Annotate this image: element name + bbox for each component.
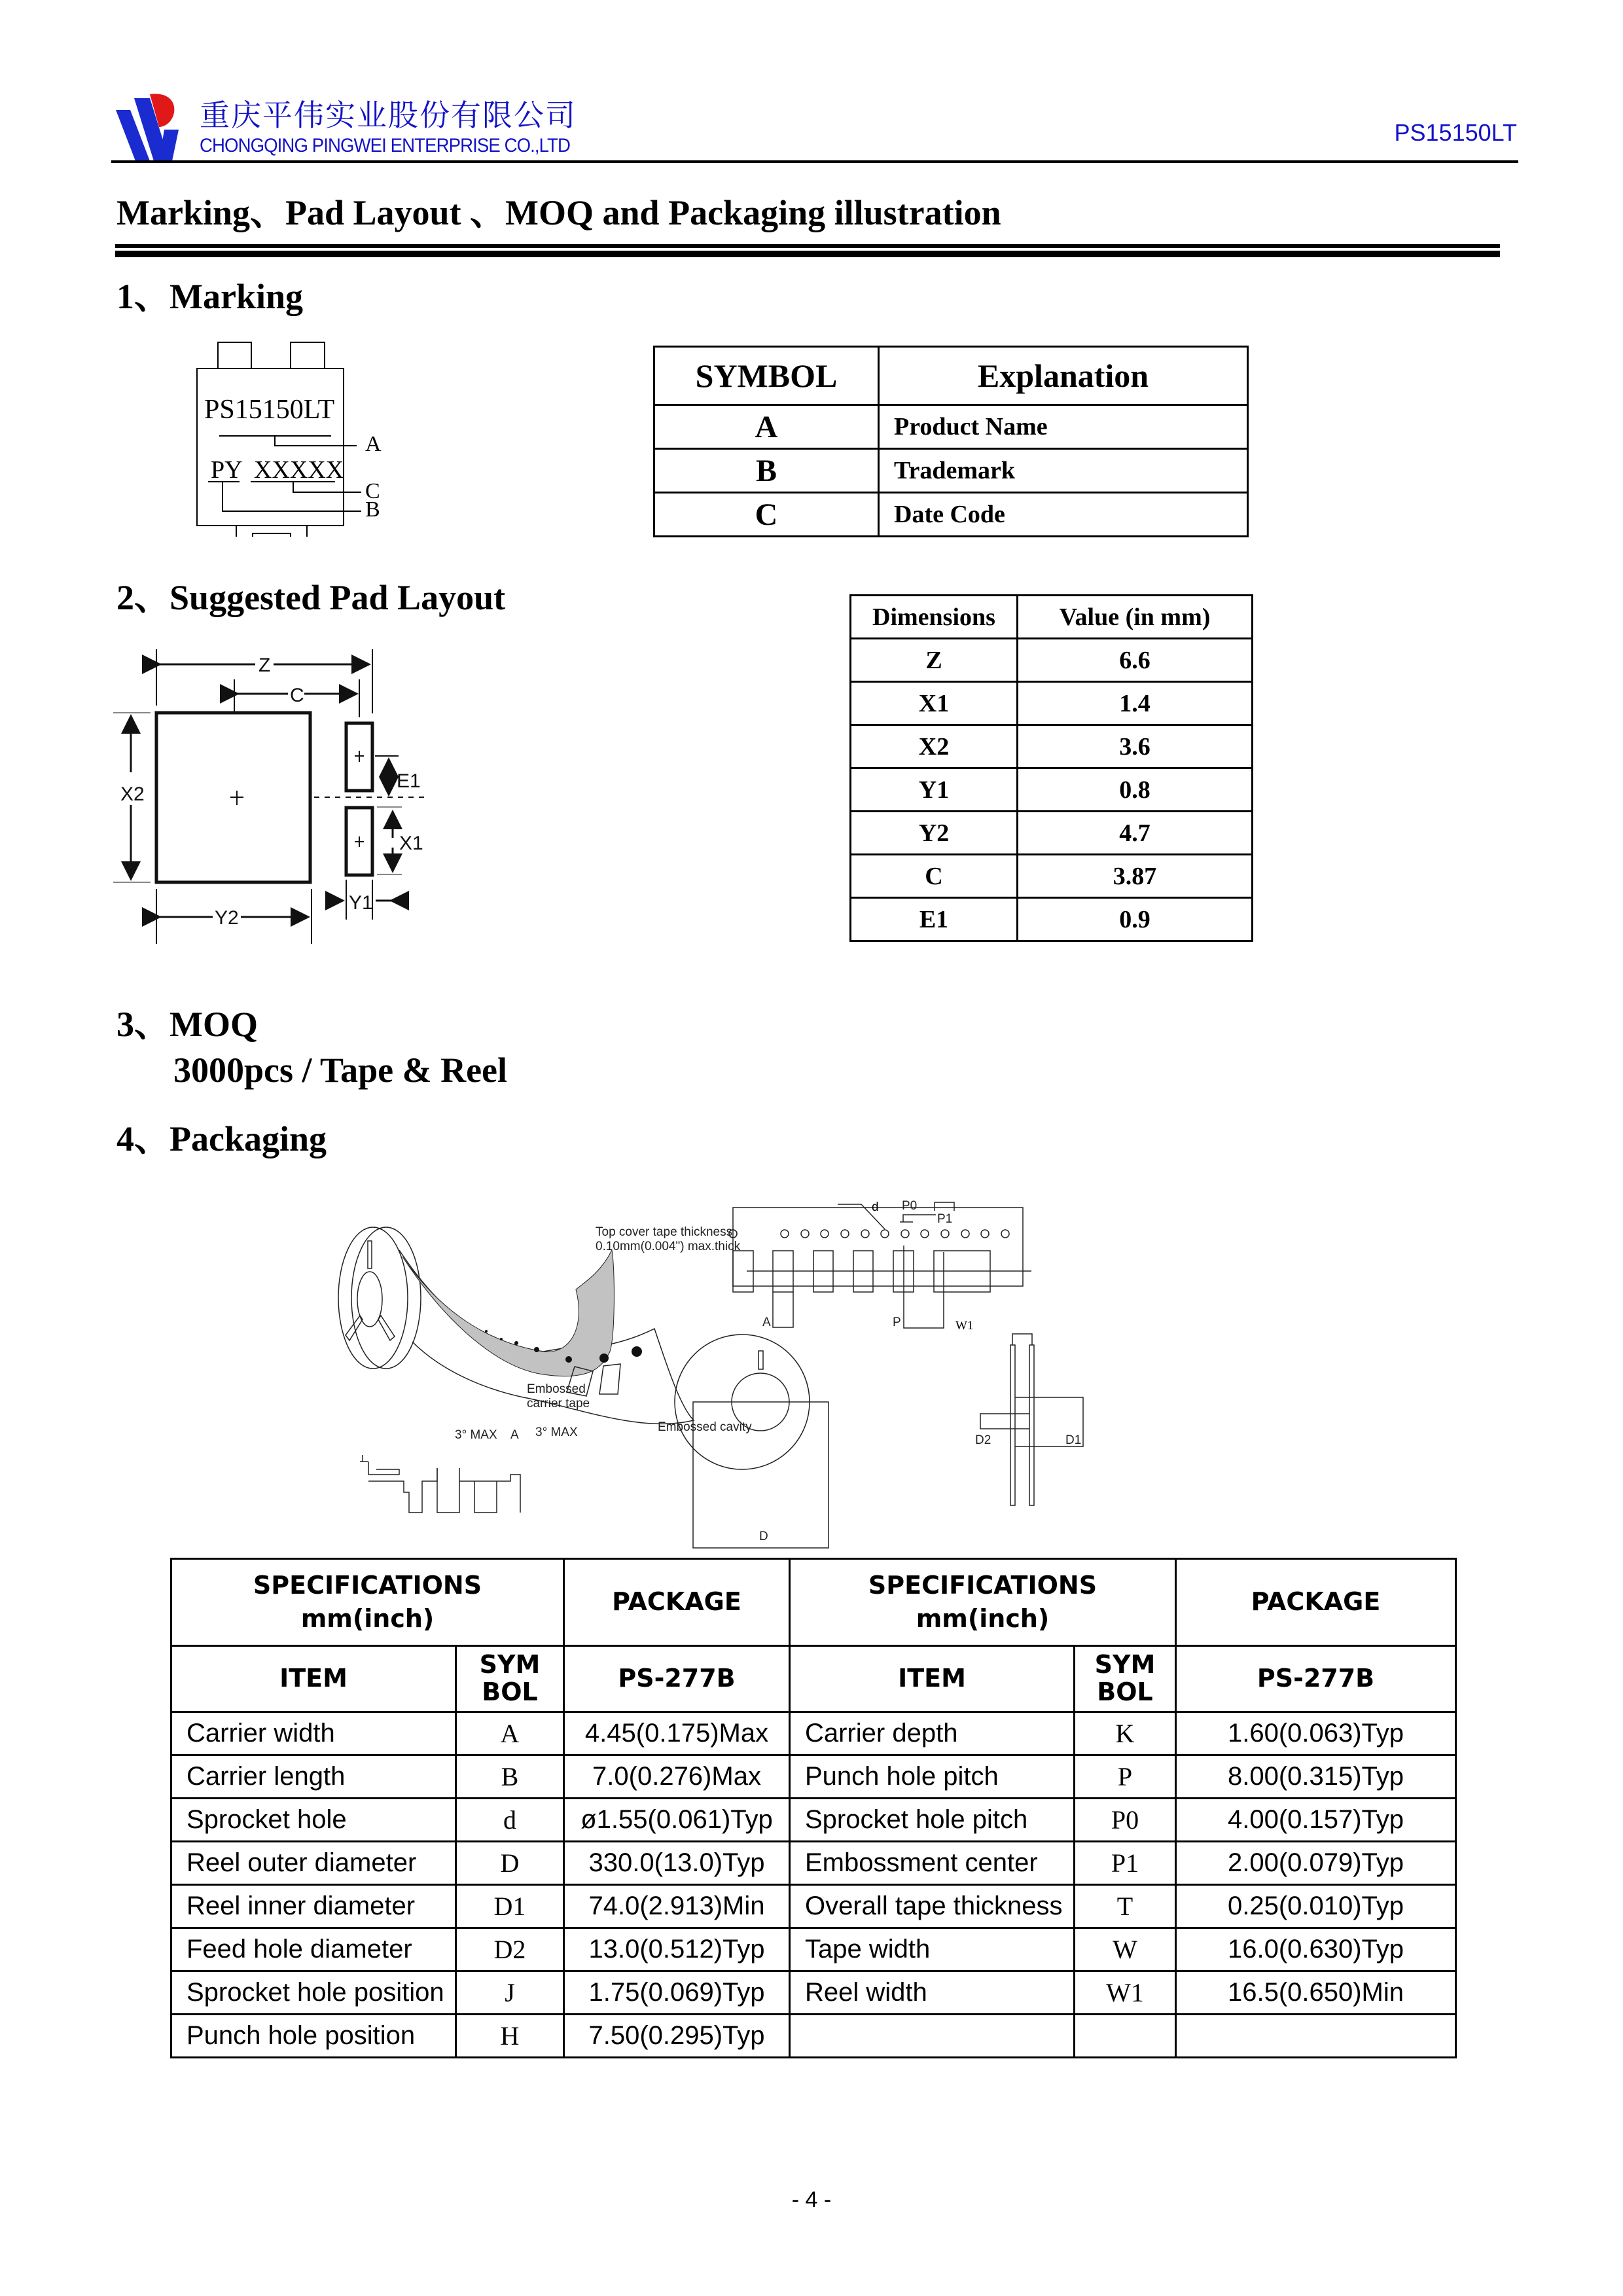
value-cell: 4.45(0.175)Max xyxy=(564,1712,790,1755)
label-d1: D1 xyxy=(1065,1433,1082,1447)
value-cell: 330.0(13.0)Typ xyxy=(564,1842,790,1885)
symbol-cell: D1 xyxy=(456,1885,564,1928)
dim-label-z: Z xyxy=(259,655,271,676)
label-top-cover-tape-2: 0.10mm(0.004") max.thick xyxy=(596,1240,741,1253)
table-row xyxy=(171,2015,1456,2058)
header-symbol-left xyxy=(456,1646,564,1712)
item-cell: Embossment center xyxy=(790,1842,1075,1885)
symbol-cell: W xyxy=(1075,1928,1176,1971)
header-divider xyxy=(111,160,1518,163)
symbol-cell: D2 xyxy=(456,1928,564,1971)
value-cell: 8.00(0.315)Typ xyxy=(1176,1755,1456,1799)
marking-product-text: PS15150LT xyxy=(204,395,335,425)
value-cell: 2.00(0.079)Typ xyxy=(1176,1842,1456,1885)
explanation-cell: Product Name xyxy=(879,405,1248,449)
symbol-cell: P1 xyxy=(1075,1842,1176,1885)
section-heading-pad-layout: 2、Suggested Pad Layout xyxy=(116,578,506,617)
dim-label-e1: E1 xyxy=(397,770,421,792)
item-cell: Reel width xyxy=(790,1971,1075,2015)
dim-cell: Y1 xyxy=(851,768,1018,812)
label-embossed-cavity: Embossed cavity xyxy=(658,1420,752,1434)
header-package-right: PACKAGE xyxy=(1176,1559,1456,1646)
packaging-illustration xyxy=(327,1172,1289,1558)
value-cell: 4.7 xyxy=(1018,812,1253,855)
value-cell: 16.5(0.650)Min xyxy=(1176,1971,1456,2015)
dim-cell: Y2 xyxy=(851,812,1018,855)
symbol-cell: A xyxy=(456,1712,564,1755)
explanation-cell: Trademark xyxy=(879,449,1248,493)
dim-cell: E1 xyxy=(851,898,1018,941)
table-row xyxy=(171,1842,1456,1885)
label-angle-left: 3° MAX xyxy=(455,1428,497,1442)
part-number: PS15150LT xyxy=(1394,119,1517,146)
explanation-cell: Date Code xyxy=(879,493,1248,537)
company-name-en: CHONGQING PINGWEI ENTERPRISE CO.,LTD xyxy=(200,135,570,156)
table-row xyxy=(171,1971,1456,2015)
table-row xyxy=(851,812,1253,855)
value-cell: 0.25(0.010)Typ xyxy=(1176,1885,1456,1928)
symbol-cell: B xyxy=(654,449,879,493)
symbol-cell: P0 xyxy=(1075,1799,1176,1842)
table-row xyxy=(851,639,1253,682)
value-cell: 74.0(2.913)Min xyxy=(564,1885,790,1928)
symbol-cell: W1 xyxy=(1075,1971,1176,2015)
pad-layout-diagram xyxy=(105,641,602,956)
page-title: Marking、Pad Layout 、MOQ and Packaging illustration xyxy=(116,193,1001,232)
title-divider-thick xyxy=(115,251,1500,257)
marking-datecode-text: XXXXX xyxy=(254,456,344,484)
table-row xyxy=(171,1755,1456,1799)
symbol-header-line1: SYM xyxy=(1094,1650,1156,1679)
section-heading-packaging: 4、Packaging xyxy=(116,1119,327,1158)
col-header-explanation: Explanation xyxy=(879,347,1248,405)
value-cell: 1.60(0.063)Typ xyxy=(1176,1712,1456,1755)
table-row xyxy=(171,1799,1456,1842)
pad-dimensions-table xyxy=(849,594,1253,942)
symbol-cell: T xyxy=(1075,1885,1176,1928)
dim-label-c: C xyxy=(290,685,304,706)
item-cell xyxy=(790,2015,1075,2058)
callout-b: B xyxy=(365,497,380,522)
dim-label-x1: X1 xyxy=(399,833,423,854)
header-spec-right xyxy=(790,1559,1176,1646)
company-name-cn: 重庆平伟实业股份有限公司 xyxy=(200,98,577,133)
item-cell: Carrier width xyxy=(171,1712,456,1755)
table-row xyxy=(654,493,1248,537)
symbol-cell: B xyxy=(456,1755,564,1799)
callout-c: C xyxy=(365,479,380,503)
packaging-spec-table xyxy=(170,1558,1457,2058)
item-cell: Sprocket hole xyxy=(171,1799,456,1842)
label-p1: P1 xyxy=(937,1212,953,1226)
dim-cell: X2 xyxy=(851,725,1018,768)
page-number: - 4 - xyxy=(791,2187,832,2212)
callout-a: A xyxy=(365,432,382,456)
item-cell: Punch hole pitch xyxy=(790,1755,1075,1799)
label-d-sprocket: d xyxy=(872,1200,879,1214)
header-symbol-right xyxy=(1075,1646,1176,1712)
item-cell: Reel outer diameter xyxy=(171,1842,456,1885)
label-top-cover-tape-1: Top cover tape thickness xyxy=(596,1225,733,1239)
table-row xyxy=(851,898,1253,941)
value-cell: 7.0(0.276)Max xyxy=(564,1755,790,1799)
value-cell: 6.6 xyxy=(1018,639,1253,682)
item-cell: Sprocket hole pitch xyxy=(790,1799,1075,1842)
symbol-cell xyxy=(1075,2015,1176,2058)
label-embossed-carrier-2: carrier tape xyxy=(527,1397,590,1410)
value-cell: 0.9 xyxy=(1018,898,1253,941)
header-item-right: ITEM xyxy=(790,1646,1075,1712)
item-cell: Feed hole diameter xyxy=(171,1928,456,1971)
col-header-value: Value (in mm) xyxy=(1018,596,1253,639)
symbol-cell: d xyxy=(456,1799,564,1842)
label-embossed-carrier-1: Embossed xyxy=(527,1382,586,1396)
header-package-name-left: PS-277B xyxy=(564,1646,790,1712)
symbol-header-line1: SYM xyxy=(479,1650,541,1679)
section-heading-moq: 3、MOQ xyxy=(116,1005,258,1044)
label-angle-right: 3° MAX xyxy=(535,1426,578,1439)
item-cell: Carrier length xyxy=(171,1755,456,1799)
dim-label-y2: Y2 xyxy=(215,907,239,929)
table-row xyxy=(171,1928,1456,1971)
value-cell: 1.4 xyxy=(1018,682,1253,725)
symbol-cell: C xyxy=(654,493,879,537)
label-a-top: A xyxy=(762,1316,771,1329)
symbol-cell: P xyxy=(1075,1755,1176,1799)
value-cell: 7.50(0.295)Typ xyxy=(564,2015,790,2058)
symbol-cell: A xyxy=(654,405,879,449)
section-heading-marking: 1、Marking xyxy=(116,277,304,316)
header-package-name-right: PS-277B xyxy=(1176,1646,1456,1712)
header-item-left: ITEM xyxy=(171,1646,456,1712)
value-cell: 1.75(0.069)Typ xyxy=(564,1971,790,2015)
value-cell: 0.8 xyxy=(1018,768,1253,812)
header-spec-left xyxy=(171,1559,564,1646)
value-cell: 13.0(0.512)Typ xyxy=(564,1928,790,1971)
table-row xyxy=(654,449,1248,493)
symbol-cell: K xyxy=(1075,1712,1176,1755)
dim-label-x2: X2 xyxy=(120,783,145,805)
table-row xyxy=(851,725,1253,768)
marking-symbol-table xyxy=(653,346,1249,537)
marking-trademark-text: PY xyxy=(211,456,243,484)
spec-header-text: SPECIFICATIONS xyxy=(253,1570,482,1600)
table-row xyxy=(851,855,1253,898)
table-row xyxy=(171,1712,1456,1755)
dim-label-y1: Y1 xyxy=(349,892,373,914)
dim-cell: Z xyxy=(851,639,1018,682)
item-cell: Sprocket hole position xyxy=(171,1971,456,2015)
table-row xyxy=(851,768,1253,812)
item-cell: Punch hole position xyxy=(171,2015,456,2058)
col-header-symbol: SYMBOL xyxy=(654,347,879,405)
label-a-section: A xyxy=(510,1428,519,1442)
value-cell: 4.00(0.157)Typ xyxy=(1176,1799,1456,1842)
table-row xyxy=(171,1885,1456,1928)
value-cell: 16.0(0.630)Typ xyxy=(1176,1928,1456,1971)
item-cell: Tape width xyxy=(790,1928,1075,1971)
dim-cell: X1 xyxy=(851,682,1018,725)
table-row xyxy=(654,405,1248,449)
value-cell: 3.6 xyxy=(1018,725,1253,768)
value-cell xyxy=(1176,2015,1456,2058)
symbol-header-line2: BOL xyxy=(1097,1677,1153,1706)
label-p0: P0 xyxy=(902,1199,918,1213)
symbol-cell: H xyxy=(456,2015,564,2058)
spec-unit-text: mm(inch) xyxy=(916,1604,1050,1633)
label-p: P xyxy=(893,1316,901,1329)
label-w1: W1 xyxy=(955,1319,974,1333)
moq-value: 3000pcs / Tape & Reel xyxy=(173,1050,508,1090)
company-logo-icon xyxy=(115,93,195,165)
spec-unit-text: mm(inch) xyxy=(300,1604,435,1633)
value-cell: ø1.55(0.061)Typ xyxy=(564,1799,790,1842)
spec-header-text: SPECIFICATIONS xyxy=(868,1570,1097,1600)
marking-diagram xyxy=(190,340,406,537)
item-cell: Reel inner diameter xyxy=(171,1885,456,1928)
value-cell: 3.87 xyxy=(1018,855,1253,898)
symbol-cell: D xyxy=(456,1842,564,1885)
label-d2: D2 xyxy=(975,1433,991,1447)
header-package-left: PACKAGE xyxy=(564,1559,790,1646)
table-row xyxy=(851,682,1253,725)
dim-cell: C xyxy=(851,855,1018,898)
symbol-header-line2: BOL xyxy=(482,1677,538,1706)
item-cell: Carrier depth xyxy=(790,1712,1075,1755)
item-cell: Overall tape thickness xyxy=(790,1885,1075,1928)
col-header-dimensions: Dimensions xyxy=(851,596,1018,639)
label-reel-d: D xyxy=(759,1530,768,1543)
symbol-cell: J xyxy=(456,1971,564,2015)
title-divider-thin xyxy=(115,244,1500,248)
